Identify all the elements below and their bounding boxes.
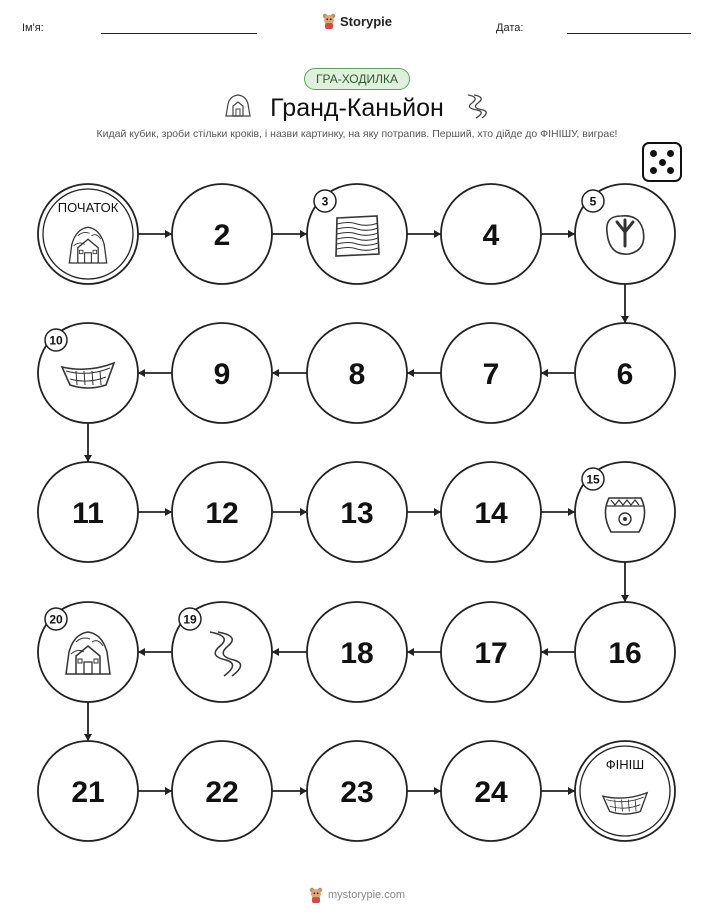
cell-number: 19 <box>183 612 197 627</box>
cell-number: 21 <box>71 776 105 809</box>
board-cell <box>575 462 675 562</box>
board-cell <box>307 462 407 562</box>
cell-number: 24 <box>474 776 508 809</box>
board-cell <box>441 741 541 841</box>
board-cell <box>307 184 407 284</box>
board-cell-start <box>38 184 138 284</box>
cell-number: 2 <box>213 219 231 252</box>
cell-number: 5 <box>589 194 597 209</box>
cell-number: 3 <box>321 194 329 209</box>
board-arrow <box>407 648 441 656</box>
board-arrow <box>272 648 307 656</box>
board-arrow <box>541 508 575 516</box>
page-title: Гранд-Каньйон <box>270 94 444 122</box>
board-cell <box>172 741 272 841</box>
board-cell <box>575 602 675 702</box>
board-cell <box>307 602 407 702</box>
board-arrow <box>138 230 172 238</box>
board-cell <box>441 184 541 284</box>
board-cell <box>307 741 407 841</box>
board-arrow <box>272 787 307 795</box>
board-cell <box>172 184 272 284</box>
board-arrow <box>138 508 172 516</box>
board-cell <box>172 323 272 423</box>
board-cell <box>172 602 272 702</box>
board-arrow <box>407 230 441 238</box>
board-cell <box>441 323 541 423</box>
cell-number: 9 <box>213 358 231 391</box>
board-arrow <box>621 284 629 323</box>
board-arrow <box>541 648 575 656</box>
board-cell <box>38 741 138 841</box>
cell-label: ПОЧАТОК <box>57 200 119 215</box>
date-label: Дата: <box>496 22 524 34</box>
board-arrow <box>272 230 307 238</box>
board-arrow <box>138 648 172 656</box>
cell-number: 17 <box>474 637 508 670</box>
name-label: Ім'я: <box>22 22 44 34</box>
board-arrow <box>84 702 92 741</box>
cell-number: 15 <box>586 472 600 487</box>
cell-number: 7 <box>482 358 500 391</box>
board-arrow <box>272 508 307 516</box>
cell-number: 13 <box>340 497 374 530</box>
board-cell <box>441 602 541 702</box>
board-arrow <box>407 369 441 377</box>
board-arrow <box>621 562 629 602</box>
board-arrow <box>541 230 575 238</box>
board-cell <box>38 602 138 702</box>
board-arrow <box>272 369 307 377</box>
instructions: Кидай кубик, зроби стільки кроків, і назви картинку, на яку потрапив. Перший, хто дійде до ФІНІШУ, виграє! <box>96 128 618 140</box>
board-arrow <box>541 787 575 795</box>
board-cell <box>575 184 675 284</box>
cell-number: 23 <box>340 776 374 809</box>
board-cell <box>441 462 541 562</box>
cell-number: 10 <box>49 333 63 348</box>
cell-number: 12 <box>205 497 239 530</box>
footer <box>0 887 714 903</box>
board-cell-finish <box>575 741 675 841</box>
board-cell <box>575 323 675 423</box>
board-arrow <box>541 369 575 377</box>
game-type-badge: ГРА-ХОДИЛКА <box>304 68 410 90</box>
board-cell <box>38 462 138 562</box>
footer-url: mystorypie.com <box>327 889 406 901</box>
cell-number: 11 <box>72 497 104 530</box>
board-arrow <box>138 787 172 795</box>
cell-number: 4 <box>482 219 500 252</box>
cell-number: 8 <box>348 358 366 391</box>
board-arrow <box>407 508 441 516</box>
brand-name: Storypie <box>340 13 393 29</box>
board-cell <box>172 462 272 562</box>
board-arrow <box>407 787 441 795</box>
cell-number: 18 <box>340 637 374 670</box>
cell-label: ФІНІШ <box>605 757 645 772</box>
cell-number: 22 <box>205 776 239 809</box>
board-cell <box>38 323 138 423</box>
cell-number: 20 <box>49 612 63 627</box>
cell-number: 14 <box>474 497 508 530</box>
board-cell <box>307 323 407 423</box>
board-arrow <box>138 369 172 377</box>
bear-icon <box>309 887 323 903</box>
cell-number: 6 <box>616 358 634 391</box>
board-arrow <box>84 423 92 462</box>
cell-circle <box>38 184 138 284</box>
cell-circle <box>575 741 675 841</box>
cell-number: 16 <box>608 637 642 670</box>
